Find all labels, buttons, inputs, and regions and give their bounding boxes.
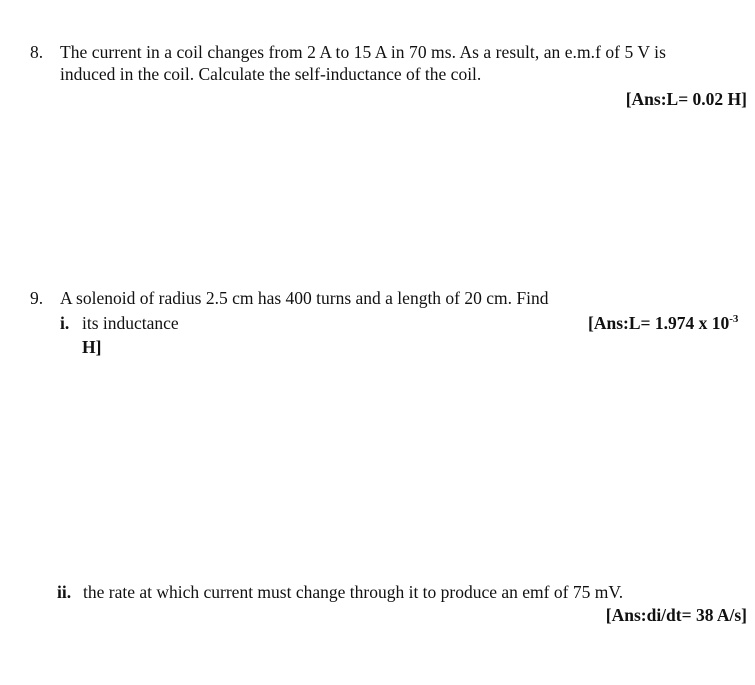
question-9-stem: A solenoid of radius 2.5 cm has 400 turns and a length of 20 cm. Find <box>60 288 549 308</box>
question-8-text-line-2: induced in the coil. Calculate the self-inductance of the coil. <box>60 64 482 84</box>
part-i-answer <box>588 312 738 334</box>
question-8-answer: [Ans:L= 0.02 H] <box>625 89 747 109</box>
part-i-answer-exponent: -3 <box>729 313 739 325</box>
part-ii-answer: [Ans:di/dt= 38 A/s] <box>605 605 747 625</box>
question-8-number: 8. <box>30 42 44 62</box>
question-8-text-line-1: The current in a coil changes from 2 A to 15 A in 70 ms. As a result, an e.m.f of 5 V is <box>60 42 666 62</box>
part-i-text: its inductance <box>82 313 179 333</box>
part-ii-label: ii. <box>57 582 72 602</box>
part-i-answer-main: [Ans:L= 1.974 x 10 <box>588 313 730 333</box>
question-9-number: 9. <box>30 288 44 308</box>
part-i-answer-continuation: H] <box>82 337 102 357</box>
part-ii-text: the rate at which current must change through it to produce an emf of 75 mV. <box>83 582 624 602</box>
part-i-label: i. <box>60 313 70 333</box>
